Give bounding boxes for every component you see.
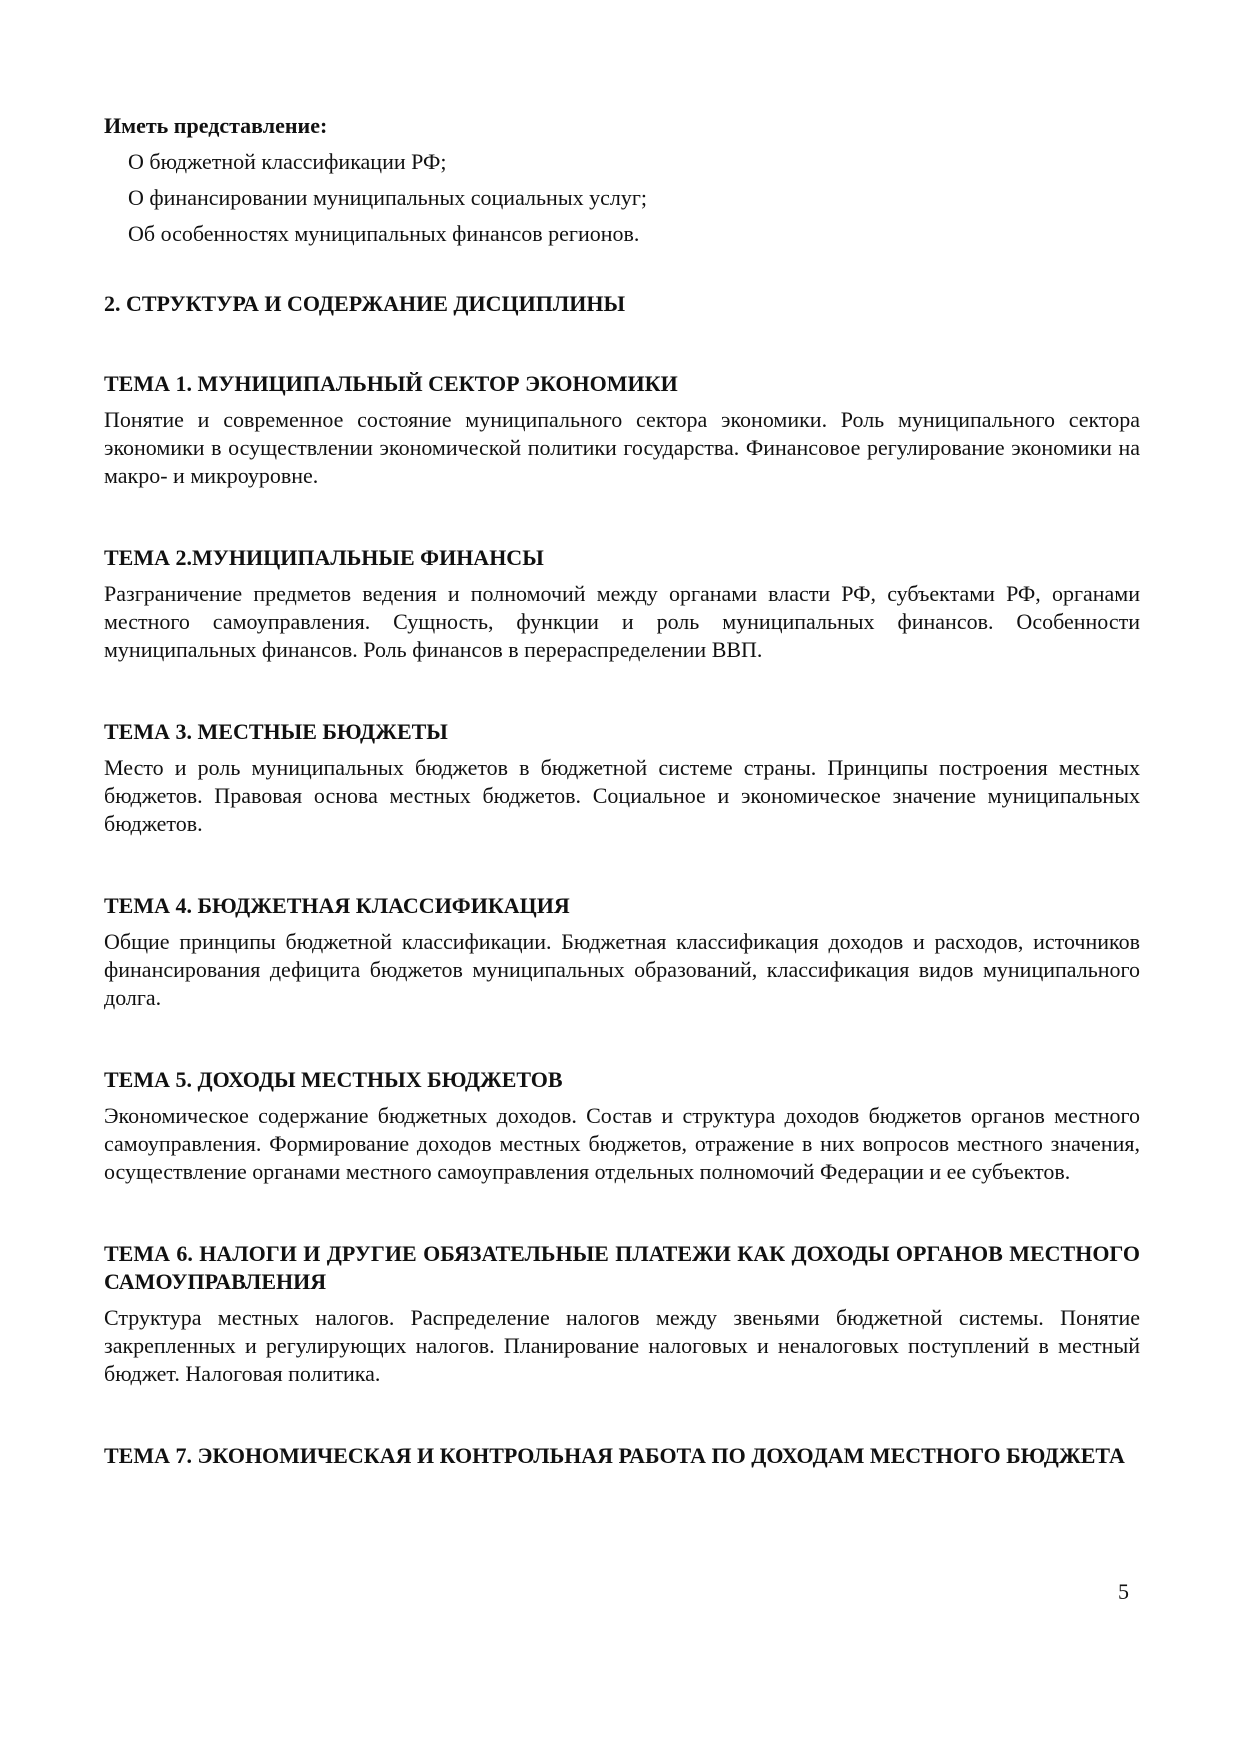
topic-body: Структура местных налогов. Распределение налогов между звеньями бюджетной системы. Понятие закрепленных и регулирующих налогов. Планирование налоговых и неналоговых поступлений в местный бюджет. Налоговая политика.: [104, 1305, 1140, 1386]
topic-title: ТЕМА 7. ЭКОНОМИЧЕСКАЯ И КОНТРОЛЬНАЯ РАБОТА ПО ДОХОДАМ МЕСТНОГО БЮДЖЕТА: [104, 1443, 1125, 1468]
topic-body: Экономическое содержание бюджетных доходов. Состав и структура доходов бюджетов органов местного самоуправления. Формирование доходов местных бюджетов, отражение в них вопросов местного значения, осуществление органами местного самоуправления отдельных полномочий Федерации и ее субъектов.: [104, 1103, 1140, 1184]
topic-body: Понятие и современное состояние муниципального сектора экономики. Роль муниципального сектора экономики в осуществлении экономической политики государства. Финансовое регулирование экономики на макро- и микроуровне.: [104, 407, 1140, 488]
page-number: 5: [1118, 1579, 1129, 1604]
represent-heading: Иметь представление:: [104, 113, 328, 138]
topic-title: ТЕМА 2.МУНИЦИПАЛЬНЫЕ ФИНАНСЫ: [104, 545, 544, 570]
topic-body: Общие принципы бюджетной классификации. Бюджетная классификация доходов и расходов, источников финансирования дефицита бюджетов муниципальных образований, классификация видов муниципального долга.: [104, 929, 1140, 1010]
represent-block: [104, 112, 1140, 248]
topic-title: ТЕМА 3. МЕСТНЫЕ БЮДЖЕТЫ: [104, 719, 448, 744]
represent-item: О бюджетной классификации РФ;: [128, 149, 447, 174]
topic-6: [104, 1240, 1140, 1388]
topic-7: [104, 1442, 1140, 1470]
represent-item: О финансировании муниципальных социальных услуг;: [128, 185, 647, 210]
topic-3: [104, 718, 1140, 838]
topic-title: ТЕМА 6. НАЛОГИ И ДРУГИЕ ОБЯЗАТЕЛЬНЫЕ ПЛАТЕЖИ КАК ДОХОДЫ ОРГАНОВ МЕСТНОГО САМОУПРАВЛЕНИЯ: [104, 1241, 1140, 1294]
section-heading: 2. СТРУКТУРА И СОДЕРЖАНИЕ ДИСЦИПЛИНЫ: [104, 291, 626, 316]
topic-4: [104, 892, 1140, 1012]
represent-item: Об особенностях муниципальных финансов регионов.: [128, 221, 640, 246]
topic-body: Место и роль муниципальных бюджетов в бюджетной системе страны. Принципы построения местных бюджетов. Правовая основа местных бюджетов. Социальное и экономическое значение муниципальных бюджетов.: [104, 755, 1140, 836]
topic-5: [104, 1066, 1140, 1186]
topic-title: ТЕМА 1. МУНИЦИПАЛЬНЫЙ СЕКТОР ЭКОНОМИКИ: [104, 371, 678, 396]
topic-title: ТЕМА 4. БЮДЖЕТНАЯ КЛАССИФИКАЦИЯ: [104, 893, 570, 918]
topic-1: [104, 370, 1140, 490]
document-page: [104, 112, 1140, 1478]
topic-title: ТЕМА 5. ДОХОДЫ МЕСТНЫХ БЮДЖЕТОВ: [104, 1067, 563, 1092]
topic-2: [104, 544, 1140, 664]
topic-body: Разграничение предметов ведения и полномочий между органами власти РФ, субъектами РФ, органами местного самоуправления. Сущность, функции и роль муниципальных финансов. Особенности муниципальных финансов. Роль финансов в перераспределении ВВП.: [104, 581, 1140, 662]
